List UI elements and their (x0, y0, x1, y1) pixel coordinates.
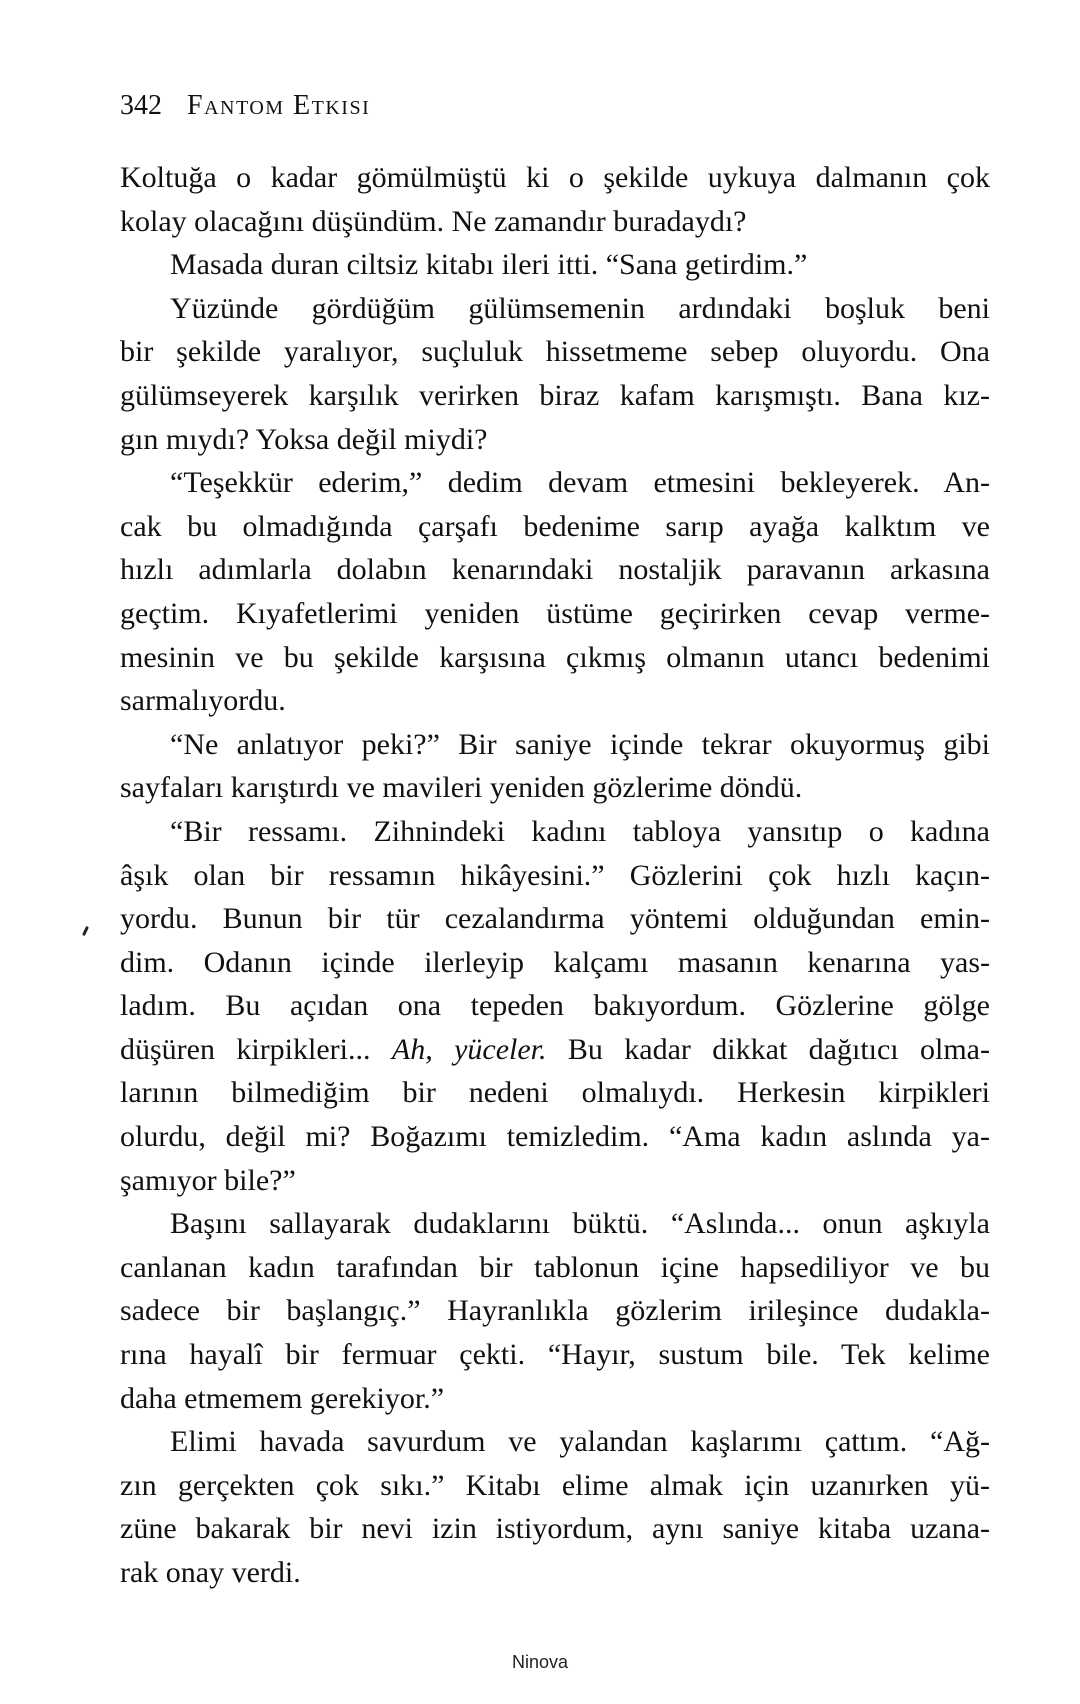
text-line (120, 330, 990, 374)
body-text (120, 156, 990, 1595)
text-segment: geçtim. Kıyafetlerimi yeniden üstüme geçirirken cevap verme- (120, 596, 990, 630)
text-segment: şamıyor bile?” (120, 1163, 296, 1197)
text-line (120, 723, 990, 767)
text-line (120, 984, 990, 1028)
text-line (120, 766, 990, 810)
text-segment: “Bir ressamı. Zihnindeki kadını tabloya yansıtıp o kadına (170, 814, 990, 848)
text-segment: “Ne anlatıyor peki?” Bir saniye içinde tekrar okuyormuş gibi (170, 727, 990, 761)
italic-text: Ah, yüceler. (391, 1032, 547, 1066)
text-line (120, 1420, 990, 1464)
text-segment: canlanan kadın tarafından bir tablonun içine hapsediliyor ve bu (120, 1250, 990, 1284)
text-segment: bir şekilde yaralıyor, suçluluk hissetmeme sebep oluyordu. Ona (120, 335, 990, 369)
text-line (120, 243, 990, 287)
book-title: Fantom Etkisi (187, 90, 371, 121)
text-line (120, 897, 990, 941)
text-line (120, 1159, 990, 1203)
text-segment: zın gerçekten çok sıkı.” Kitabı elime almak için uzanırken yü- (120, 1468, 990, 1502)
text-line (120, 156, 990, 200)
text-line (120, 548, 990, 592)
text-segment: hızlı adımlarla dolabın kenarındaki nostaljik paravanın arkasına (120, 553, 990, 587)
text-segment: daha etmemem gerekiyor.” (120, 1381, 445, 1415)
text-segment: gın mıydı? Yoksa değil miydi? (120, 422, 488, 456)
text-segment: Başını sallayarak dudaklarını büktü. “Aslında... onun aşkıyla (170, 1207, 990, 1241)
text-line (120, 374, 990, 418)
text-line (120, 418, 990, 462)
scan-speck (82, 926, 89, 936)
text-line (120, 461, 990, 505)
text-segment: Koltuğa o kadar gömülmüştü ki o şekilde uykuya dalmanın çok (120, 161, 990, 194)
text-segment: sadece bir başlangıç.” Hayranlıkla gözlerim irileşince dudakla- (120, 1294, 990, 1328)
text-segment: mesinin ve bu şekilde karşısına çıkmış olmanın utancı bedenimi (120, 640, 990, 674)
text-line (120, 1377, 990, 1421)
text-segment: dim. Odanın içinde ilerleyip kalçamı masanın kenarına yas- (120, 945, 990, 979)
text-line (120, 1464, 990, 1508)
text-segment: Elimi havada savurdum ve yalandan kaşlarımı çattım. “Ağ- (170, 1425, 990, 1459)
text-segment: kolay olacağını düşündüm. Ne zamandır buradaydı? (120, 204, 747, 238)
running-header (120, 84, 370, 128)
text-segment: âşık olan bir ressamın hikâyesini.” Gözlerini çok hızlı kaçın- (120, 858, 990, 892)
text-segment: züne bakarak bir nevi izin istiyordum, aynı saniye kitaba uzana- (120, 1512, 990, 1546)
page-number: 342 (120, 90, 162, 121)
text-segment: Yüzünde gördüğüm gülümsemenin ardındaki boşluk beni (170, 291, 990, 325)
text-segment: ladım. Bu açıdan ona tepeden bakıyordum. Gözlerine gölge (120, 989, 990, 1023)
text-segment: olurdu, değil mi? Boğazımı temizledim. “Ama kadın aslında ya- (120, 1120, 990, 1154)
text-segment: “Teşekkür ederim,” dedim devam etmesini bekleyerek. An- (170, 466, 990, 500)
text-segment: Bu kadar dikkat dağıtıcı olma- (546, 1032, 990, 1066)
text-line (120, 941, 990, 985)
text-line (120, 1507, 990, 1551)
text-line (120, 1289, 990, 1333)
text-segment: sarmalıyordu. (120, 684, 286, 718)
text-segment: rına hayalî bir fermuar çekti. “Hayır, sustum bile. Tek kelime (120, 1338, 990, 1372)
text-segment: gülümseyerek karşılık verirken biraz kafam karışmıştı. Bana kız- (120, 378, 990, 412)
text-segment: larının bilmediğim bir nedeni olmalıydı. Herkesin kirpikleri (120, 1076, 990, 1110)
text-segment: rak onay verdi. (120, 1556, 301, 1589)
text-line (120, 1028, 990, 1072)
text-segment: sayfaları karıştırdı ve mavileri yeniden gözlerime döndü. (120, 771, 803, 805)
text-line (120, 200, 990, 244)
text-line (120, 636, 990, 680)
text-line (120, 1333, 990, 1377)
text-line (120, 1071, 990, 1115)
text-segment: Masada duran ciltsiz kitabı ileri itti. “Sana getirdim.” (170, 248, 808, 282)
text-segment: yordu. Bunun bir tür cezalandırma yöntemi olduğundan emin- (120, 902, 990, 936)
text-segment: cak bu olmadığında çarşafı bedenime sarıp ayağa kalktım ve (120, 509, 990, 543)
text-line (120, 505, 990, 549)
text-line (120, 592, 990, 636)
text-line (120, 1551, 990, 1595)
footer-watermark: Ninova (511, 1652, 569, 1672)
text-line (120, 810, 990, 854)
text-line (120, 1115, 990, 1159)
text-line (120, 679, 990, 723)
text-line (120, 1202, 990, 1246)
text-line (120, 854, 990, 898)
text-segment: düşüren kirpikleri... (120, 1032, 392, 1066)
text-line (120, 287, 990, 331)
text-line (120, 1246, 990, 1290)
